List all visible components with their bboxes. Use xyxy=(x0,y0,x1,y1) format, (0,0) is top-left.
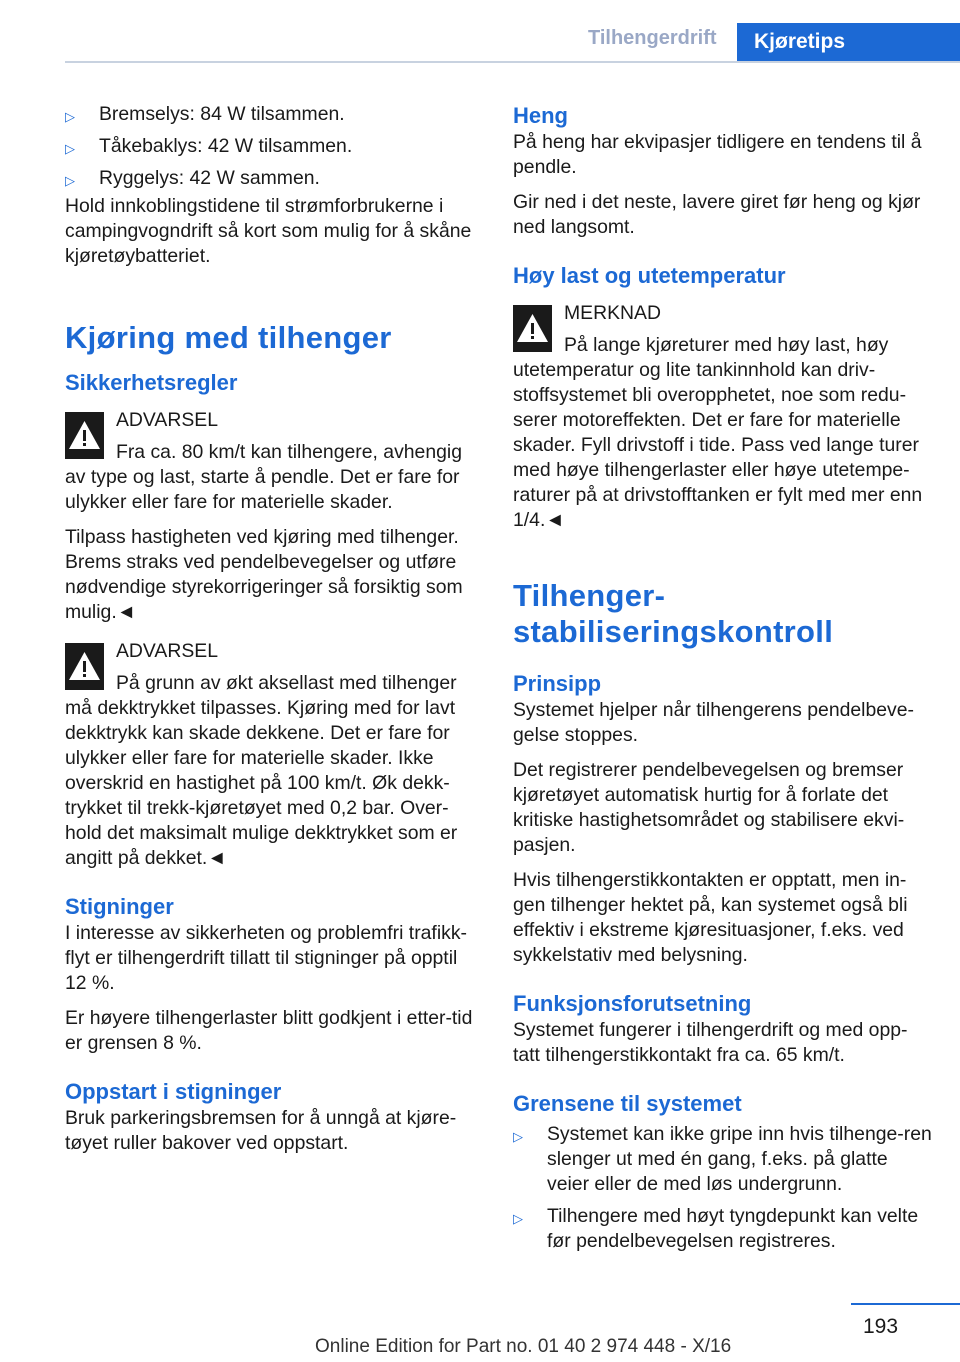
bulb-list xyxy=(65,102,480,191)
paragraph: Gir ned i det neste, lavere giret før heng og kjør ned langsomt. xyxy=(513,191,921,238)
warning-triangle-icon xyxy=(65,643,104,690)
subsection-heading: Stigninger xyxy=(65,894,174,919)
paragraph: Er høyere tilhengerlaster blitt godkjent i etter-tid er grensen 8 %. xyxy=(65,1007,473,1054)
warning-text: På grunn av økt aksellast med tilhenger må dekktrykket tilpasses. Kjøring med for lavt dekktrykk kan skade dekkene. Det er fare for ulykker eller fare for materielle skader. Ikke overskrid en hastighet på 100 km/t. Øk dekk-trykket til trekk-kjøretøyet med 0,2 bar. Over-hold det maksimalt mulige dekktrykket som er angitt på dekket.◄ xyxy=(65,672,458,869)
warning-triangle-icon xyxy=(65,412,104,459)
list-item: ▷ Bremselys: 84 W tilsammen. xyxy=(65,102,480,127)
list-item: ▷ Ryggelys: 42 W sammen. xyxy=(65,166,480,191)
triangle-bullet-icon: ▷ xyxy=(65,109,75,124)
section-heading: Kjøring med tilhenger xyxy=(65,320,392,355)
triangle-bullet-icon: ▷ xyxy=(513,1129,523,1144)
paragraph: På heng har ekvipasjer tidligere en tendens til å pendle. xyxy=(513,131,922,178)
subsection-heading: Oppstart i stigninger xyxy=(65,1079,282,1104)
list-item: ▷ Tåkebaklys: 42 W tilsammen. xyxy=(65,134,480,159)
edition-text: Online Edition for Part no. 01 40 2 974 448 - X/16 xyxy=(315,1336,732,1357)
warning-block xyxy=(65,639,480,871)
paragraph: Det registrerer pendelbevegelsen og bremser kjøretøyet automatisk hurtig for å forlate det kritiske hastighetsområdet og stabilisere ekvi-pasjen. xyxy=(513,759,905,856)
subsection-heading: Høy last og utetemperatur xyxy=(513,263,786,288)
warning-triangle-icon xyxy=(513,305,552,352)
page-number: 193 xyxy=(863,1315,899,1338)
left-column xyxy=(65,102,480,1166)
triangle-bullet-icon: ▷ xyxy=(513,1211,523,1226)
subsection-heading: Heng xyxy=(513,103,568,128)
list-item: ▷ Tilhengere med høyt tyngdepunkt kan velte før pendelbevegelsen registreres. xyxy=(513,1205,919,1252)
paragraph: Tilpass hastigheten ved kjøring med tilhenger. Brems straks ved pendelbevegelser og utføre nødvendige styrekorrigeringer så forsiktig som mulig.◄ xyxy=(65,526,463,623)
right-column xyxy=(513,102,933,1261)
header-rule xyxy=(65,61,960,63)
paragraph: Hvis tilhengerstikkontakten er opptatt, men in-gen tilhenger hektet på, kan systemet også bli effektiv i ekstreme kjøresituasjoner, f.eks. ved sykkelstativ med belysning. xyxy=(513,869,908,966)
note-block xyxy=(513,301,933,533)
paragraph: Bruk parkeringsbremsen for å unngå at kjøre-tøyet ruller bakover ved oppstart. xyxy=(65,1107,457,1154)
header-section-title: Tilhengerdrift xyxy=(588,27,717,49)
subsection-heading: Funksjonsforutsetning xyxy=(513,991,752,1016)
footer-rule xyxy=(851,1303,960,1305)
warning-label: ADVARSEL xyxy=(116,409,219,431)
paragraph: Systemet fungerer i tilhengerdrift og med opp-tatt tilhengerstikkontakt fra ca. 65 km/t. xyxy=(513,1019,908,1066)
paragraph: Systemet hjelper når tilhengerens pendelbeve-gelse stoppes. xyxy=(513,699,914,746)
note-label: MERKNAD xyxy=(564,302,661,324)
header-tab: Kjøretips xyxy=(737,23,960,63)
warning-text: Fra ca. 80 km/t kan tilhengere, avhengig av type og last, starte å pendle. Det er fare for ulykker eller fare for materielle skader. xyxy=(65,441,462,513)
triangle-bullet-icon: ▷ xyxy=(65,173,75,188)
subsection-heading: Sikkerhetsregler xyxy=(65,370,238,395)
warning-label: ADVARSEL xyxy=(116,640,219,662)
subsection-heading: Prinsipp xyxy=(513,671,602,696)
triangle-bullet-icon: ▷ xyxy=(65,141,75,156)
subsection-heading: Grensene til systemet xyxy=(513,1091,742,1116)
note-text: På lange kjøreturer med høy last, høy utetemperatur og lite tankinnhold kan driv-stoffsystemet bli overopphetet, noe som redu-serer motoreffekten. Det er fare for materielle skader. Fyll drivstoff i tide. Pass ved lange turer med høye tilhengerlaster eller høye utetempe-raturer på at drivstofftanken er fylt med mer enn 1/4.◄ xyxy=(513,334,923,531)
section-heading: Tilhenger- stabiliseringskontroll xyxy=(513,578,834,649)
limits-list xyxy=(513,1122,933,1254)
paragraph: Hold innkoblingstidene til strømforbrukerne i campingvogndrift så kort som mulig for å skåne kjøretøybatteriet. xyxy=(65,195,472,267)
list-item: ▷ Systemet kan ikke gripe inn hvis tilhenge-ren slenger ut med én gang, f.eks. på glatte veier eller de med løs undergrunn. xyxy=(513,1123,932,1195)
paragraph: I interesse av sikkerheten og problemfri trafikk-flyt er tilhengerdrift tillatt til stigninger på opptil 12 %. xyxy=(65,922,467,994)
warning-block xyxy=(65,408,480,515)
